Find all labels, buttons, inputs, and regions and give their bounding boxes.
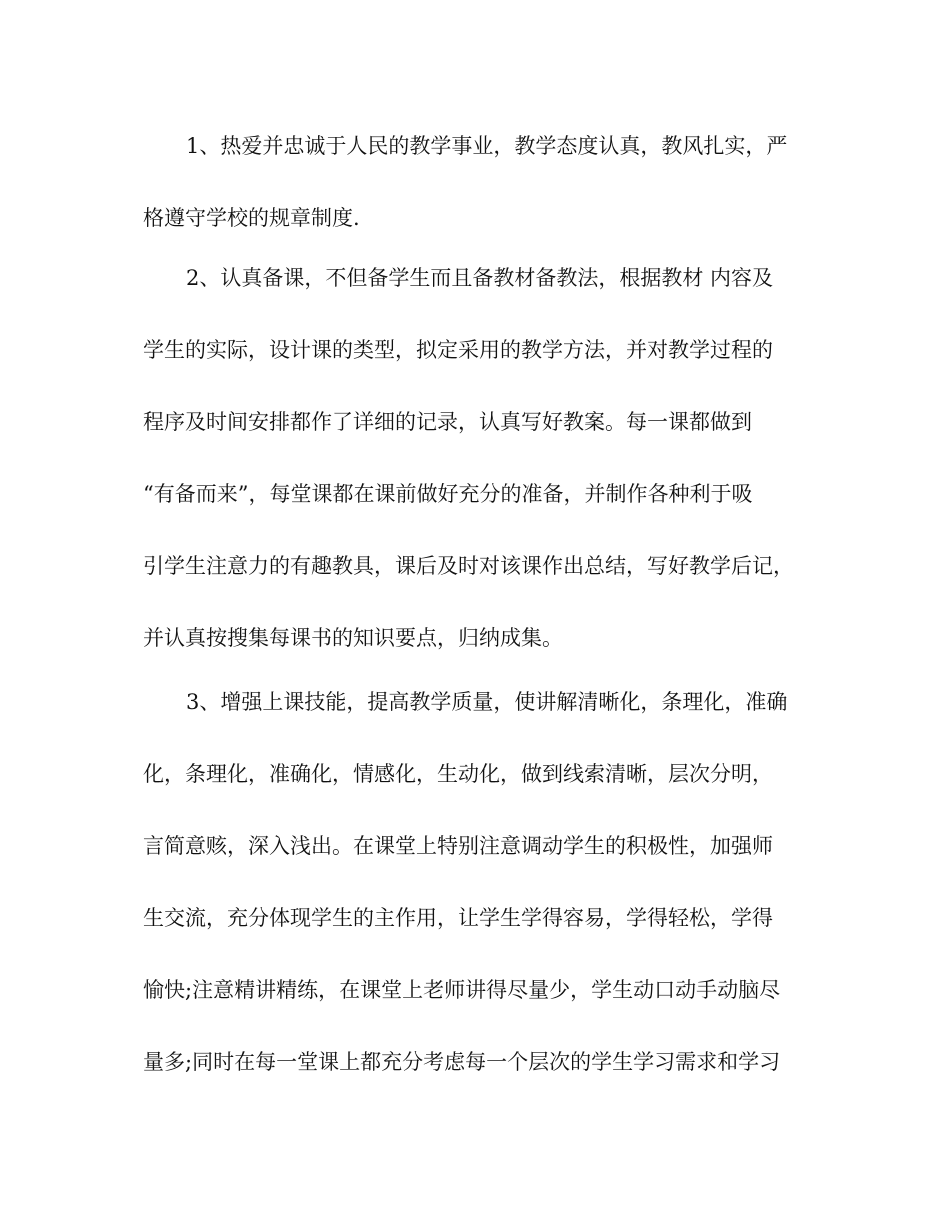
paragraph-3-line-1: 3、增强上课技能，提高教学质量，使讲解清晰化，条理化，准确 (186, 690, 788, 714)
paragraph-2-line-5: 引学生注意力的有趣教具，课后及时对该课作出总结，写好教学后记， (143, 554, 794, 578)
paragraph-1-line-2: 格遵守学校的规章制度. (143, 206, 360, 230)
paragraph-3-line-6: 量多;同时在每一堂课上都充分考虑每一个层次的学生学习需求和学习 (143, 1050, 781, 1074)
paragraph-3-line-3: 言简意赅，深入浅出。在课堂上特别注意调动学生的积极性，加强师 (143, 834, 773, 858)
paragraph-3-line-4: 生交流，充分体现学生的主作用，让学生学得容易，学得轻松，学得 (143, 906, 773, 930)
paragraph-2-line-4: “有备而来”，每堂课都在课前做好充分的准备，并制作各种利于吸 (143, 482, 753, 506)
paragraph-1-line-1: 1、热爱并忠诚于人民的教学事业，教学态度认真，教风扎实，严 (186, 134, 788, 158)
paragraph-2-line-6: 并认真按搜集每课书的知识要点，归纳成集。 (143, 626, 563, 650)
paragraph-2-line-2: 学生的实际，设计课的类型，拟定采用的教学方法，并对教学过程的 (143, 338, 773, 362)
paragraph-2-line-1: 2、认真备课，不但备学生而且备教材备教法，根据教材 内容及 (186, 266, 774, 290)
paragraph-2-line-3: 程序及时间安排都作了详细的记录，认真写好教案。每一课都做到 (143, 410, 752, 434)
paragraph-3-line-5: 愉快;注意精讲精练，在课堂上老师讲得尽量少，学生动口动手动脑尽 (143, 978, 781, 1002)
paragraph-3-line-2: 化，条理化，准确化，情感化，生动化，做到线索清晰，层次分明， (143, 762, 773, 786)
